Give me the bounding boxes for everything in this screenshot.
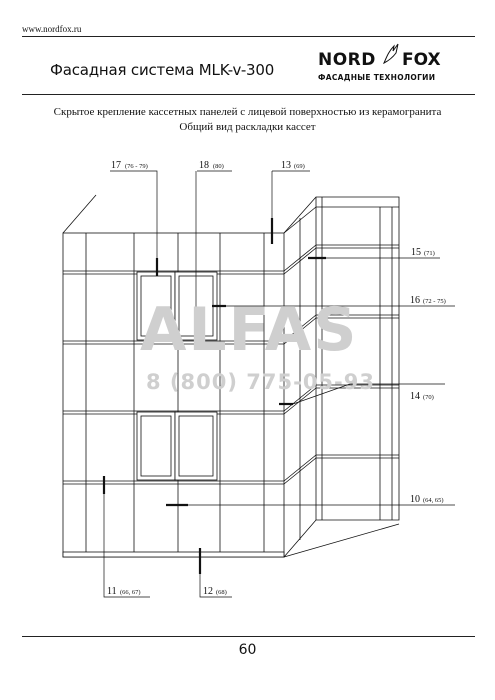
callout-16-ref: (72 - 75) [423, 298, 446, 305]
callout-11-num: 11 [107, 586, 117, 597]
page-title: Фасадная система MLK-v-300 [50, 61, 275, 79]
callout-12-num: 12 [203, 586, 213, 597]
callout-17-num: 17 [111, 160, 121, 171]
watermark-phone: 8 (800) 775-05-93 [146, 370, 375, 394]
drawing-caption: Общий вид раскладки кассет [179, 121, 316, 133]
logo-name-right: FOX [402, 50, 441, 70]
watermark-brand: ALFAS [140, 295, 359, 365]
callout-12-ref: (68) [216, 589, 227, 596]
callout-11-ref: (66, 67) [120, 589, 141, 596]
callout-15-ref: (71) [424, 250, 435, 257]
footer-divider [22, 636, 475, 637]
callout-10-num: 10 [410, 494, 420, 505]
callout-15-num: 15 [411, 247, 421, 258]
logo-tagline: ФАСАДНЫЕ ТЕХНОЛОГИИ [318, 73, 436, 82]
callout-10-ref: (64, 65) [423, 497, 444, 504]
callout-14-ref: (70) [423, 394, 434, 401]
website-url: www.nordfox.ru [22, 24, 82, 34]
callout-16-num: 16 [410, 295, 420, 306]
callout-14-num: 14 [410, 391, 420, 402]
page-number: 60 [238, 642, 257, 658]
callout-13-ref: (69) [294, 163, 305, 170]
window-lower-right [175, 412, 217, 480]
logo-name-left: NORD [318, 50, 376, 70]
callout-18-ref: (80) [213, 163, 224, 170]
window-lower-left [137, 412, 175, 480]
callout-18-num: 18 [199, 160, 209, 171]
drawing-subtitle: Скрытое крепление кассетных панелей с лицевой поверхностью из керамогранита [53, 106, 442, 118]
callout-13-num: 13 [281, 160, 291, 171]
plinth [63, 552, 284, 557]
callout-17-ref: (76 - 79) [125, 163, 148, 170]
roof-edge [63, 195, 96, 233]
